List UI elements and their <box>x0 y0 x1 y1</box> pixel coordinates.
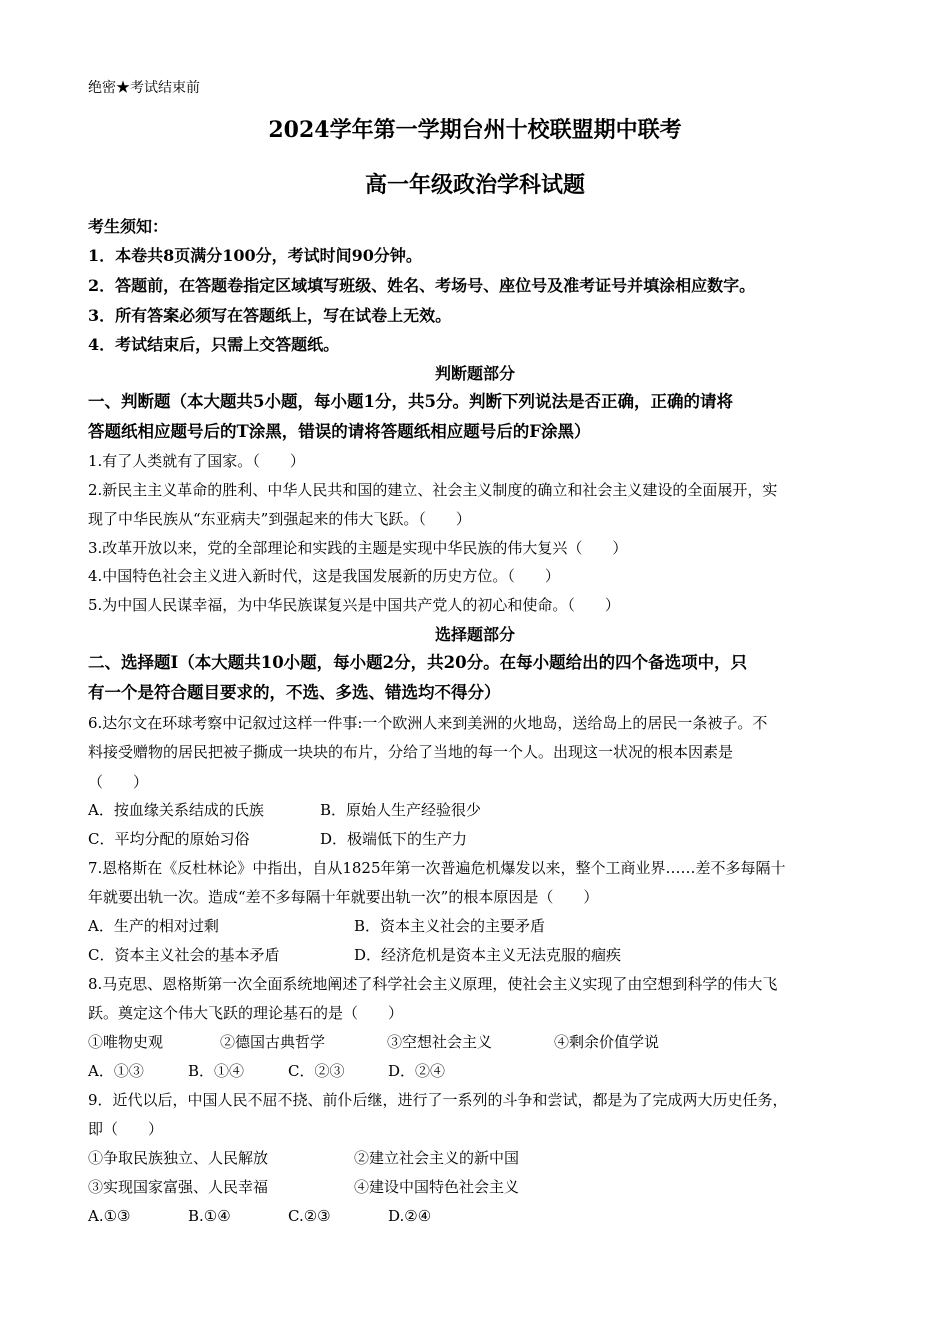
question-7: 7.恩格斯在《反杜林论》中指出，自从1825年第一次普遍危机爆发以来，整个工商业界……差不多每隔十 <box>88 859 786 877</box>
question-8: 跃。奠定这个伟大飞跃的理论基石的是（ ） <box>88 1004 404 1022</box>
question-2: 现了中华民族从“东亚病夫”到强起来的伟大飞跃。（ ） <box>88 510 471 528</box>
option-d: D．经济危机是资本主义无法克服的痼疾 <box>354 946 622 964</box>
statement-1: ①唯物史观 <box>88 1033 164 1051</box>
option-a: A．①③ <box>88 1062 144 1080</box>
confidential-label: 绝密★考试结束前 <box>88 80 200 96</box>
option-d: D．极端低下的生产力 <box>320 830 468 848</box>
question-6: （ ） <box>88 773 149 791</box>
statement-4: ④建设中国特色社会主义 <box>354 1178 520 1196</box>
statement-3: ③实现国家富强、人民幸福 <box>88 1178 269 1196</box>
notice-item: 1．本卷共8页满分100分，考试时间90分钟。 <box>88 246 422 265</box>
question-6: 料接受赠物的居民把被子撕成一块块的布片，分给了当地的每一个人。出现这一状况的根本因素是 <box>88 743 734 761</box>
notice-heading: 考生须知： <box>88 217 169 236</box>
exam-title: 2024学年第一学期台州十校联盟期中联考 <box>268 117 682 143</box>
option-b: B．原始人生产经验很少 <box>320 801 482 819</box>
question-5: 5.为中国人民谋幸福，为中华民族谋复兴是中国共产党人的初心和使命。（ ） <box>88 596 620 614</box>
section-heading: 答题纸相应题号后的T涂黑，错误的请将答题纸相应题号后的F涂黑） <box>88 422 591 441</box>
option-c: C.②③ <box>288 1207 331 1225</box>
section-title-judgement: 判断题部分 <box>434 364 515 383</box>
section-title-choice: 选择题部分 <box>434 625 515 644</box>
exam-subtitle: 高一年级政治学科试题 <box>364 172 585 198</box>
statement-4: ④剩余价值学说 <box>554 1033 660 1051</box>
question-6: 6.达尔文在环球考察中记叙过这样一件事:一个欧洲人来到美洲的火地岛，送给岛上的居民一条被子。不 <box>88 714 768 732</box>
option-c: C．②③ <box>288 1062 345 1080</box>
option-d: D．②④ <box>388 1062 446 1080</box>
question-7: 年就要出轨一次。造成“差不多每隔十年就要出轨一次”的根本原因是（ ） <box>88 888 599 906</box>
option-a: A.①③ <box>88 1207 131 1225</box>
option-c: C．平均分配的原始习俗 <box>88 830 250 848</box>
option-a: A．生产的相对过剩 <box>88 917 219 935</box>
question-1: 1.有了人类就有了国家。（ ） <box>88 452 305 470</box>
notice-item: 3．所有答案必须写在答题纸上，写在试卷上无效。 <box>88 306 452 325</box>
notice-item: 2．答题前，在答题卷指定区域填写班级、姓名、考场号、座位号及准考证号并填涂相应数字。 <box>88 276 756 295</box>
question-8: 8.马克思、恩格斯第一次全面系统地阐述了科学社会主义原理，使社会主义实现了由空想到科学的伟大飞 <box>88 975 778 993</box>
question-9: 即（ ） <box>88 1120 164 1138</box>
option-a: A．按血缘关系结成的氏族 <box>88 801 264 819</box>
option-b: B．资本主义社会的主要矛盾 <box>354 917 546 935</box>
option-d: D.②④ <box>388 1207 432 1225</box>
option-b: B．①④ <box>188 1062 245 1080</box>
statement-2: ②德国古典哲学 <box>220 1033 326 1051</box>
section-heading: 有一个是符合题目要求的，不选、多选、错选均不得分） <box>88 683 501 702</box>
option-c: C．资本主义社会的基本矛盾 <box>88 946 280 964</box>
option-b: B.①④ <box>188 1207 231 1225</box>
statement-2: ②建立社会主义的新中国 <box>354 1149 520 1167</box>
question-3: 3.改革开放以来，党的全部理论和实践的主题是实现中华民族的伟大复兴（ ） <box>88 539 628 557</box>
statement-3: ③空想社会主义 <box>387 1033 493 1051</box>
section-heading: 一、判断题（本大题共5小题，每小题1分，共5分。判断下列说法是否正确，正确的请将 <box>88 392 733 411</box>
question-4: 4.中国特色社会主义进入新时代，这是我国发展新的历史方位。（ ） <box>88 567 560 585</box>
question-2: 2.新民主主义革命的胜利、中华人民共和国的建立、社会主义制度的确立和社会主义建设的全面展开，实 <box>88 481 778 499</box>
notice-item: 4．考试结束后，只需上交答题纸。 <box>88 335 340 354</box>
question-9: 9．近代以后，中国人民不屈不挠、前仆后继，进行了一系列的斗争和尝试，都是为了完成两大历史任务， <box>88 1091 788 1109</box>
statement-1: ①争取民族独立、人民解放 <box>88 1149 269 1167</box>
section-heading: 二、选择题Ⅰ（本大题共10小题，每小题2分，共20分。在每小题给出的四个备选项中，只 <box>88 653 748 672</box>
